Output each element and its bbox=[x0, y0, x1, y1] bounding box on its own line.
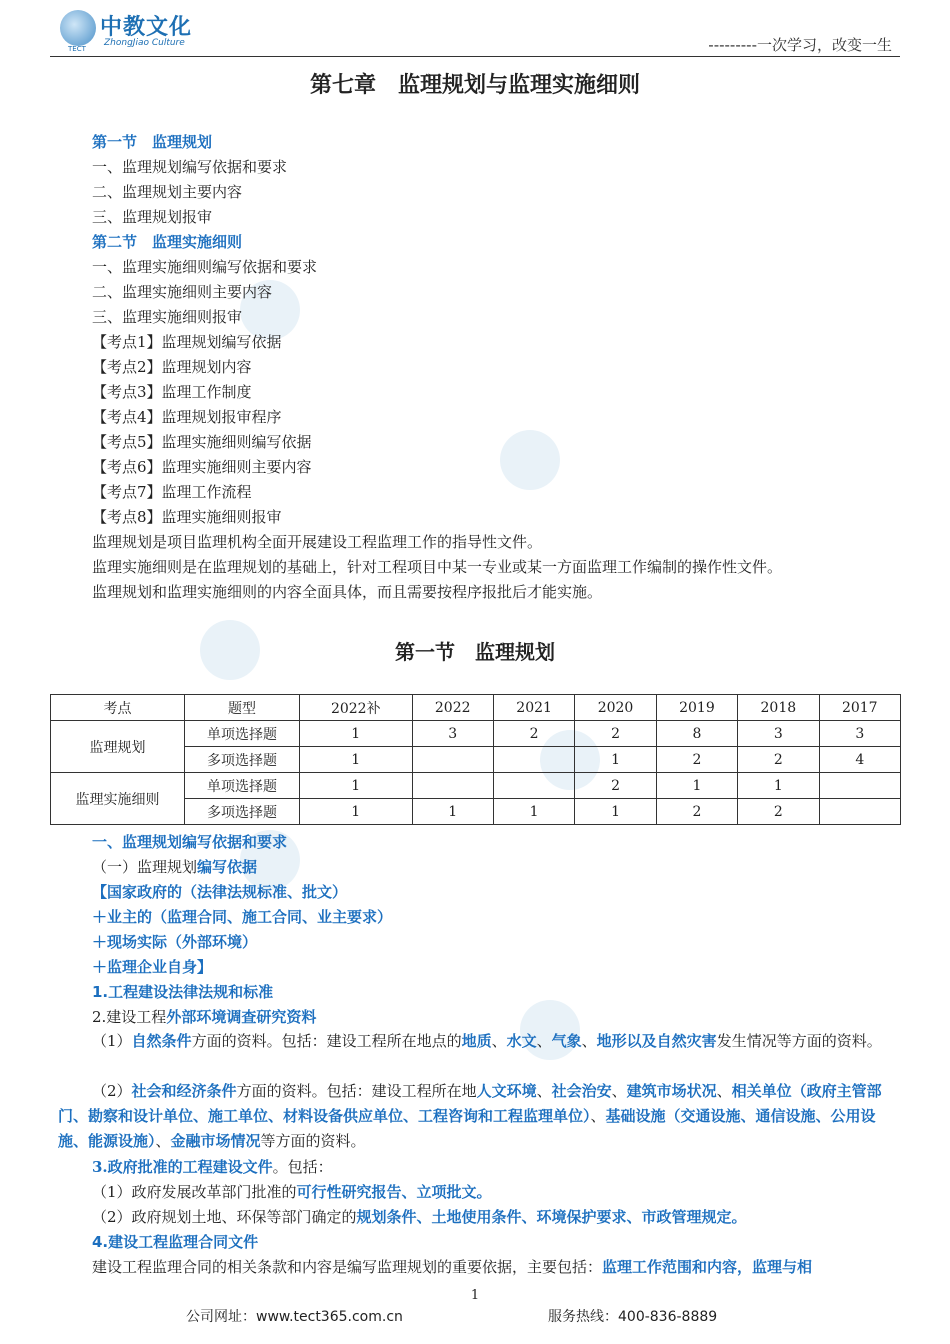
type-cell: 单项选择题 bbox=[185, 773, 300, 799]
exam-stats-table bbox=[50, 694, 901, 825]
mnemonic-line: ＋业主的（监理合同、施工合同、业主要求） bbox=[92, 908, 393, 926]
outline-item: 一、监理规划编写依据和要求 bbox=[92, 158, 288, 176]
value-cell: 3 bbox=[819, 721, 900, 747]
paragraph-natural-conditions: （1）自然条件方面的资料。包括：建设工程所在地点的地质、水文、气象、地形以及自然灾害发生情况等方面的资料。 bbox=[92, 1032, 882, 1050]
value-cell: 2 bbox=[738, 799, 819, 825]
summary-line: 监理实施细则是在监理规划的基础上，针对工程项目中某一专业或某一方面监理工作编制的操作性文件。 bbox=[92, 558, 783, 576]
footer-website[interactable]: 公司网址：www.tect365.com.cn bbox=[186, 1309, 403, 1325]
heading-basis: 一、监理规划编写依据和要求 bbox=[92, 833, 288, 851]
value-cell: 1 bbox=[493, 799, 574, 825]
value-cell: 1 bbox=[300, 747, 413, 773]
summary-line: 监理规划是项目监理机构全面开展建设工程监理工作的指导性文件。 bbox=[92, 533, 543, 551]
logo-globe-icon bbox=[60, 10, 96, 46]
summary-line: 监理规划和监理实施细则的内容全面具体，而且需要按程序报批后才能实施。 bbox=[92, 583, 603, 601]
value-cell: 2 bbox=[656, 747, 737, 773]
value-cell: 1 bbox=[575, 747, 656, 773]
table-header-cell: 2020 bbox=[575, 695, 656, 721]
watermark-logo bbox=[500, 400, 760, 520]
outline-item: 一、监理实施细则编写依据和要求 bbox=[92, 258, 318, 276]
exam-point: 【考点3】监理工作制度 bbox=[92, 383, 252, 401]
chapter-title: 第七章 监理规划与监理实施细则 bbox=[309, 73, 640, 98]
outline-item: 三、监理规划报审 bbox=[92, 208, 213, 226]
type-cell: 单项选择题 bbox=[185, 721, 300, 747]
value-cell bbox=[412, 773, 493, 799]
outline-section2: 第二节 监理实施细则 bbox=[92, 233, 243, 251]
brand-logo bbox=[60, 8, 200, 52]
value-cell: 2 bbox=[575, 773, 656, 799]
value-cell bbox=[819, 773, 900, 799]
value-cell bbox=[493, 747, 574, 773]
value-cell: 1 bbox=[300, 721, 413, 747]
basis-item-2: 2.建设工程外部环境调查研究资料 bbox=[92, 1008, 317, 1026]
type-cell: 多项选择题 bbox=[185, 747, 300, 773]
basis-item-4: 4.建设工程监理合同文件 bbox=[92, 1233, 259, 1251]
outline-section1: 第一节 监理规划 bbox=[92, 133, 213, 151]
value-cell: 4 bbox=[819, 747, 900, 773]
outline-item: 二、监理实施细则主要内容 bbox=[92, 283, 273, 301]
table-header-cell: 2022 bbox=[412, 695, 493, 721]
table-row bbox=[51, 721, 901, 747]
exam-point: 【考点6】监理实施细则主要内容 bbox=[92, 458, 312, 476]
value-cell bbox=[412, 747, 493, 773]
exam-point: 【考点2】监理规划内容 bbox=[92, 358, 252, 376]
value-cell: 2 bbox=[575, 721, 656, 747]
value-cell bbox=[493, 773, 574, 799]
table-header-cell: 2018 bbox=[738, 695, 819, 721]
outline-item: 三、监理实施细则报审 bbox=[92, 308, 243, 326]
page-number: 1 bbox=[470, 1288, 480, 1303]
mnemonic-line: 【国家政府的（法律法规标准、批文） bbox=[92, 883, 348, 901]
exam-point: 【考点8】监理实施细则报审 bbox=[92, 508, 282, 526]
value-cell: 1 bbox=[300, 773, 413, 799]
value-cell bbox=[819, 799, 900, 825]
value-cell: 1 bbox=[300, 799, 413, 825]
basis-item-3-1: （1）政府发展改革部门批准的可行性研究报告、立项批文。 bbox=[92, 1183, 492, 1201]
table-header-cell: 题型 bbox=[185, 695, 300, 721]
header-slogan: ---------一次学习，改变一生 bbox=[708, 36, 892, 54]
page-header bbox=[0, 0, 950, 60]
exam-point: 【考点1】监理规划编写依据 bbox=[92, 333, 282, 351]
table-header-cell: 考点 bbox=[51, 695, 185, 721]
logo-text: 中教文化 bbox=[100, 15, 193, 40]
value-cell: 1 bbox=[412, 799, 493, 825]
outline-item: 二、监理规划主要内容 bbox=[92, 183, 243, 201]
value-cell: 1 bbox=[656, 773, 737, 799]
exam-point: 【考点4】监理规划报审程序 bbox=[92, 408, 282, 426]
mnemonic-line: ＋监理企业自身】 bbox=[92, 958, 213, 976]
footer-hotline: 服务热线：400-836-8889 bbox=[548, 1309, 718, 1325]
value-cell: 1 bbox=[575, 799, 656, 825]
table-header-cell: 2019 bbox=[656, 695, 737, 721]
table-header-cell: 2017 bbox=[819, 695, 900, 721]
paragraph-contract: 建设工程监理合同的相关条款和内容是编写监理规划的重要依据，主要包括：监理工作范围和内容，监理与相 bbox=[92, 1258, 813, 1276]
table-header-cell: 2021 bbox=[493, 695, 574, 721]
value-cell: 2 bbox=[656, 799, 737, 825]
basis-item-3: 3.政府批准的工程建设文件。包括： bbox=[92, 1158, 333, 1176]
basis-item-1: 1.工程建设法律法规和标准 bbox=[92, 983, 274, 1001]
type-cell: 多项选择题 bbox=[185, 799, 300, 825]
group-cell: 监理实施细则 bbox=[51, 773, 185, 825]
logo-subtext: ZhongJiao Culture bbox=[104, 38, 185, 48]
exam-point: 【考点7】监理工作流程 bbox=[92, 483, 252, 501]
logo-tect: TECT bbox=[68, 45, 86, 53]
table-header-cell: 2022补 bbox=[300, 695, 413, 721]
value-cell: 2 bbox=[738, 747, 819, 773]
table-row bbox=[51, 773, 901, 799]
mnemonic-line: ＋现场实际（外部环境） bbox=[92, 933, 258, 951]
value-cell: 1 bbox=[738, 773, 819, 799]
header-divider bbox=[50, 56, 900, 57]
subheading-basis: （一）监理规划编写依据 bbox=[92, 858, 258, 876]
paragraph-social-conditions: （2）社会和经济条件方面的资料。包括：建设工程所在地人文环境、社会治安、建筑市场状况、相关单位（政府主管部门、勘察和设计单位、施工单位、材料设备供应单位、工程咨询和工程监理单位）、基础设施（交通设施、通信设施、公用设施、能源设施）、金融市场情况等方面的资料。 bbox=[58, 1082, 882, 1150]
section-title: 第一节 监理规划 bbox=[395, 640, 555, 664]
exam-point: 【考点5】监理实施细则编写依据 bbox=[92, 433, 312, 451]
value-cell: 2 bbox=[493, 721, 574, 747]
value-cell: 3 bbox=[412, 721, 493, 747]
group-cell: 监理规划 bbox=[51, 721, 185, 773]
value-cell: 3 bbox=[738, 721, 819, 747]
table-header-row bbox=[51, 695, 901, 721]
basis-item-3-2: （2）政府规划土地、环保等部门确定的规划条件、土地使用条件、环境保护要求、市政管理规定。 bbox=[92, 1208, 747, 1226]
value-cell: 8 bbox=[656, 721, 737, 747]
